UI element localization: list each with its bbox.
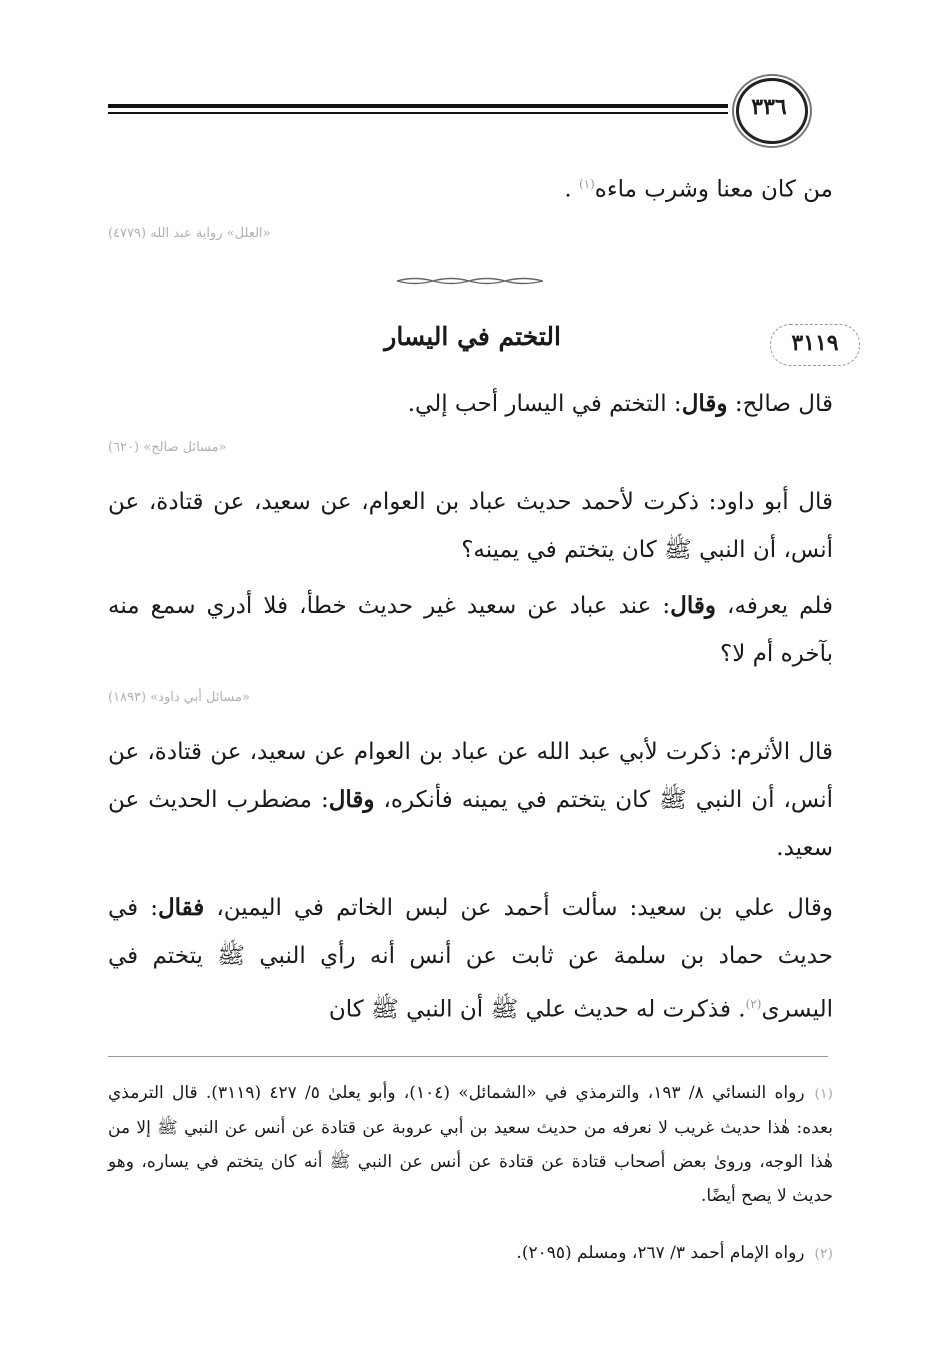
source-citation-1: «العلل» رواية عبد الله (٤٧٧٩)	[108, 226, 271, 241]
footnote-1: (١)رواه النسائي ٨/ ١٩٣، والترمذي في «الشمائل» (١٠٤)، وأبو يعلىٰ ٥/ ٤٢٧ (٣١١٩). قال الترمذي بعده: هٰذا حديث غريب لا نعرفه من حديث سعيد بن أبي عروبة عن قتادة عن أنس عن النبي ﷺ إلا من هٰذا الوجه، وروىٰ بعض أصحاب قتادة عن قتادة عن أنس عن النبي ﷺ أنه كان يتختم في يساره، وهو حديث لا يصح أيضًا.	[108, 1083, 834, 1206]
section-title: التختم في اليسار	[384, 322, 561, 351]
page-number: ٣٣٦	[751, 94, 787, 120]
section-number: ٣١١٩	[791, 330, 839, 356]
opening-line: من كان معنا وشرب ماءه$^{(١)}$ .	[564, 176, 833, 203]
paragraph-2: قال أبو داود: ذكرت لأحمد حديث عباد بن العوام، عن سعيد، عن قتادة، عن أنس، أن النبي ﷺ كان يتختم في يمينه؟	[108, 489, 833, 563]
source-citation-2: «مسائل صالح» (٦٢٠)	[108, 440, 227, 455]
paragraph-5: وقال علي بن سعيد: سألت أحمد عن لبس الخاتم في اليمين، فقال: في حديث حماد بن سلمة عن ثابت عن أنس أنه رأي النبي ﷺ يتختم في اليسرى$^{(٢)}$. فذكرت له حديث علي ﷺ أن النبي ﷺ كان	[108, 894, 834, 1023]
ornament-divider	[395, 276, 545, 286]
paragraph-1: قال صالح: وقال: التختم في اليسار أحب إلي.	[407, 390, 833, 417]
footnote-2: (٢)رواه الإمام أحمد ٣/ ٢٦٧، ومسلم (٢٠٩٥).	[516, 1243, 833, 1263]
paragraph-4: قال الأثرم: ذكرت لأبي عبد الله عن عباد بن العوام عن سعيد، عن قتادة، عن أنس، أن النبي ﷺ كان يتختم في يمينه فأنكره، وقال: مضطرب الحديث عن سعيد.	[108, 739, 833, 861]
footnote-separator	[108, 1056, 828, 1057]
page-number-badge	[728, 76, 810, 142]
paragraph-3: فلم يعرفه، وقال: عند عباد عن سعيد غير حديث خطأ، فلا أدري سمع منه بآخره أم لا؟	[108, 592, 833, 667]
footnote-ref-2: (٢)	[745, 997, 762, 1011]
header-rule	[108, 104, 728, 118]
section-number-badge	[770, 324, 860, 366]
footnote-ref-1: (١)	[578, 177, 595, 191]
source-citation-3: «مسائل أبي داود» (١٨٩٣)	[108, 690, 250, 705]
